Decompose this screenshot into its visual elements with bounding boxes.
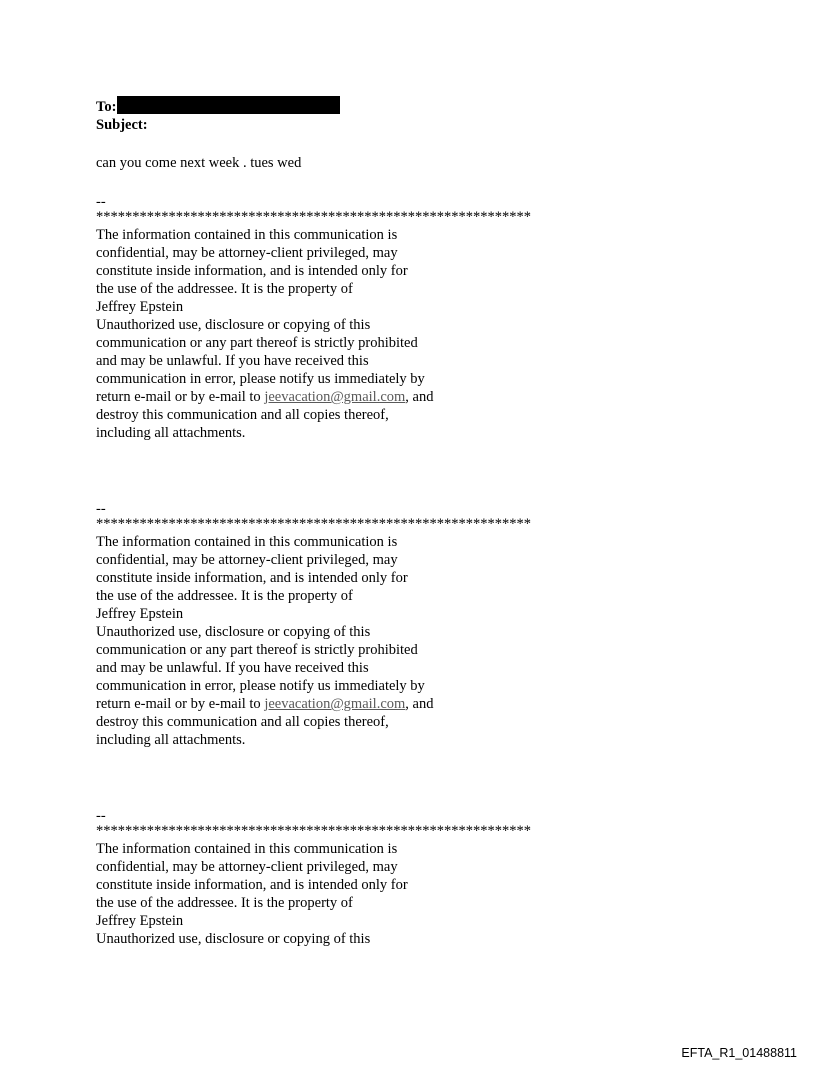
disclaimer-line: The information contained in this communication is bbox=[96, 534, 398, 550]
to-label: To: bbox=[96, 99, 117, 115]
disclaimer-line: and may be unlawful. If you have received this bbox=[96, 660, 369, 676]
disclaimer-line: destroy this communication and all copies thereof, bbox=[96, 714, 389, 730]
disclaimer-line: confidential, may be attorney-client privileged, may bbox=[96, 552, 398, 568]
disclaimer-line: including all attachments. bbox=[96, 732, 246, 748]
signature-block bbox=[96, 807, 736, 948]
disclaimer-line: communication or any part thereof is strictly prohibited bbox=[96, 642, 418, 658]
return-prefix: return e-mail or by e-mail to bbox=[96, 389, 265, 405]
message-body: can you come next week . tues wed bbox=[96, 155, 302, 171]
signature-dashes: -- bbox=[96, 808, 106, 824]
disclaimer-line: Unauthorized use, disclosure or copying of this bbox=[96, 317, 371, 333]
signature-block bbox=[96, 193, 736, 442]
disclaimer-line bbox=[96, 388, 736, 406]
disclaimer-line bbox=[96, 695, 736, 713]
disclaimer-line: and may be unlawful. If you have received this bbox=[96, 353, 369, 369]
signature-stars: ************************************************************ bbox=[96, 516, 531, 532]
email-document bbox=[96, 96, 736, 948]
disclaimer-line: the use of the addressee. It is the property of bbox=[96, 895, 353, 911]
disclaimer-line: confidential, may be attorney-client privileged, may bbox=[96, 859, 398, 875]
return-prefix: return e-mail or by e-mail to bbox=[96, 696, 265, 712]
disclaimer-line: Jeffrey Epstein bbox=[96, 913, 184, 929]
signature-block bbox=[96, 500, 736, 749]
disclaimer-line: Jeffrey Epstein bbox=[96, 299, 184, 315]
return-suffix: , and bbox=[405, 389, 434, 405]
email-link[interactable]: jeevacation@gmail.com bbox=[264, 389, 406, 405]
disclaimer-line: Unauthorized use, disclosure or copying of this bbox=[96, 624, 371, 640]
disclaimer-line: The information contained in this communication is bbox=[96, 841, 398, 857]
subject-label: Subject: bbox=[96, 117, 148, 133]
disclaimer-line: The information contained in this communication is bbox=[96, 227, 398, 243]
disclaimer-line: the use of the addressee. It is the property of bbox=[96, 281, 353, 297]
disclaimer-line: constitute inside information, and is intended only for bbox=[96, 263, 408, 279]
to-line bbox=[96, 96, 736, 116]
document-id: EFTA_R1_01488811 bbox=[681, 1046, 797, 1060]
subject-line bbox=[96, 116, 736, 134]
signature-dashes: -- bbox=[96, 194, 106, 210]
disclaimer-line: including all attachments. bbox=[96, 425, 246, 441]
disclaimer-line: Unauthorized use, disclosure or copying of this bbox=[96, 931, 371, 947]
signature-stars: ************************************************************ bbox=[96, 823, 531, 839]
disclaimer-line: Jeffrey Epstein bbox=[96, 606, 184, 622]
disclaimer-line: destroy this communication and all copies thereof, bbox=[96, 407, 389, 423]
return-suffix: , and bbox=[405, 696, 434, 712]
signature-stars: ************************************************************ bbox=[96, 209, 531, 225]
disclaimer-line: communication in error, please notify us immediately by bbox=[96, 678, 425, 694]
disclaimer-line: confidential, may be attorney-client privileged, may bbox=[96, 245, 398, 261]
disclaimer-line: constitute inside information, and is intended only for bbox=[96, 570, 408, 586]
disclaimer-line: constitute inside information, and is intended only for bbox=[96, 877, 408, 893]
email-link[interactable]: jeevacation@gmail.com bbox=[264, 696, 406, 712]
disclaimer-line: communication in error, please notify us immediately by bbox=[96, 371, 425, 387]
disclaimer-line: the use of the addressee. It is the property of bbox=[96, 588, 353, 604]
redacted-recipient bbox=[117, 96, 340, 114]
disclaimer-line: communication or any part thereof is strictly prohibited bbox=[96, 335, 418, 351]
signature-dashes: -- bbox=[96, 501, 106, 517]
